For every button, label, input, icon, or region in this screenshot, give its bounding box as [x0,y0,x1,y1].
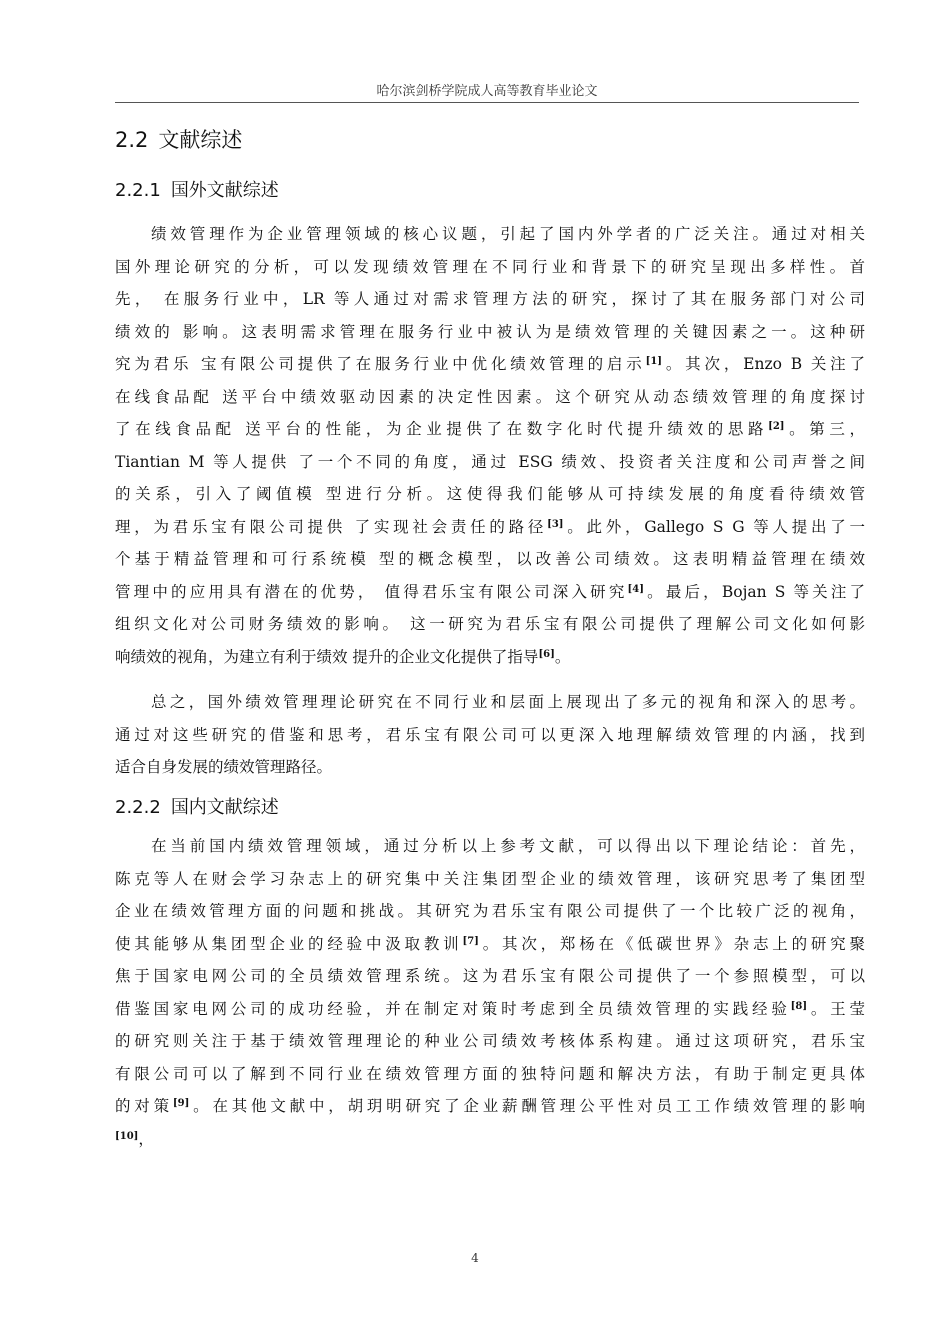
citation-marker: [4] [627,583,644,595]
text-run: 。此外，Gallego S G 等人提出了一 [563,517,865,536]
text-line: 组织文化对公司财务绩效的影响。 这一研究为君乐宝有限公司提供了理解公司文化如何影 [115,615,865,633]
subsection-heading-domestic [115,793,279,819]
text-run: 。其次，郑杨在《低碳世界》杂志上的研究聚 [478,934,865,953]
text-run: 响绩效的视角，为建立有利于绩效 提升的企业文化提供了指导 [115,647,539,666]
text-run: 借鉴国家电网公司的成功经验，并在制定对策时考虑到全员绩效管理的实践经验 [115,999,791,1018]
text-run: 。最后，Bojan S 等关注了 [643,582,865,601]
section-title: 文献综述 [158,128,243,152]
subsection-title: 国内文献综述 [170,797,279,818]
text-line [115,413,865,446]
text-line: 陈克等人在财会学习杂志上的研究集中关注集团型企业的绩效管理，该研究思考了集团型 [115,869,865,888]
running-header: 哈尔滨剑桥学院成人高等教育毕业论文 [376,84,598,99]
citation-marker: [10] [115,1130,139,1142]
citation-marker: [1] [645,356,663,367]
citation-marker: [3] [547,518,564,530]
text-run: 究为君乐 宝有限公司提供了在服务行业中优化绩效管理的启示 [115,355,646,373]
citation-marker: [9] [172,1098,190,1109]
section-heading [115,124,242,154]
citation-marker: [8] [790,1000,808,1012]
subsection-number: 2.2.1 [115,180,161,201]
paragraph-foreign-1 [115,218,865,673]
page-number: 4 [471,1251,479,1265]
text-line [115,511,865,544]
text-line: 总之，国外绩效管理理论研究在不同行业和层面上展现出了多元的视角和深入的思考。 [151,693,865,711]
text-line: 国外理论研究的分析，可以发现绩效管理在不同行业和背景下的研究呈现出多样性。首 [115,257,865,276]
text-line: 的关系，引入了阈值模 型进行分析。这使得我们能够从可持续发展的角度看待绩效管 [115,485,865,503]
text-line: 有限公司可以了解到不同行业在绩效管理方面的独特问题和解决方法，有助于制定更具体 [115,1064,865,1083]
text-line: 绩效的 影响。这表明需求管理在服务行业中被认为是绩效管理的关键因素之一。这种研 [115,322,865,341]
text-run: 。第三， [784,420,865,438]
text-line [115,1090,865,1123]
paragraph-foreign-2 [115,686,865,784]
text-line [115,641,865,674]
text-line: 在线食品配 送平台中绩效驱动因素的决定性因素。这个研究从动态绩效管理的角度探讨 [115,387,865,406]
text-line [115,576,865,609]
text-line [115,993,865,1026]
text-run: 使其能够从集团型企业的经验中汲取教训 [115,934,463,953]
text-line [115,1123,865,1156]
subsection-heading-foreign [115,176,279,202]
paragraph-domestic-1 [115,830,865,1155]
citation-marker: [2] [768,421,785,432]
section-number: 2.2 [115,128,149,152]
text-line: 企业在绩效管理方面的问题和挑战。其研究为君乐宝有限公司提供了一个比较广泛的视角， [115,902,865,920]
text-run: 。在其他文献中，胡玥明研究了企业薪酬管理公平性对员工工作绩效管理的影响 [189,1097,865,1115]
text-run: 。王莹 [807,999,865,1018]
text-line: 的研究则关注于基于绩效管理理论的种业公司绩效考核体系构建。通过这项研究，君乐宝 [115,1032,865,1050]
text-line: 在当前国内绩效管理领域，通过分析以上参考文献，可以得出以下理论结论：首先， [151,837,865,855]
text-run: ， [138,1129,154,1148]
text-run: 。 [554,647,571,666]
text-run: 管理中的应用具有潜在的优势， 值得君乐宝有限公司深入研究 [115,582,628,601]
subsection-title: 国外文献综述 [170,180,279,201]
text-run: 了在线食品配 送平台的性能，为企业提供了在数字化时代提升绩效的思路 [115,420,769,438]
text-line: 适合自身发展的绩效管理路径。 [115,758,333,776]
text-line: 通过对这些研究的借鉴和思考，君乐宝有限公司可以更深入地理解绩效管理的内涵，找到 [115,725,865,744]
text-line [115,348,865,381]
text-run: 的对策 [115,1097,173,1115]
text-line: Tiantian M 等人提供 了一个不同的角度，通过 ESG 绩效、投资者关注度和公司声誉之间 [115,452,865,471]
subsection-number: 2.2.2 [115,797,161,818]
text-run: 理，为君乐宝有限公司提供 了实现社会责任的路径 [115,517,548,536]
text-line: 焦于国家电网公司的全员绩效管理系统。这为君乐宝有限公司提供了一个参照模型，可以 [115,967,865,985]
text-line: 绩效管理作为企业管理领域的核心议题，引起了国内外学者的广泛关注。通过对相关 [151,225,865,243]
text-line: 个基于精益管理和可行系统模 型的概念模型，以改善公司绩效。这表明精益管理在绩效 [115,550,865,568]
text-line [115,928,865,961]
citation-marker: [6] [538,648,555,660]
header-divider [115,102,859,103]
text-run: 。其次，Enzo B 关注了 [662,355,865,373]
text-line: 先， 在服务行业中，LR 等人通过对需求管理方法的研究，探讨了其在服务部门对公司 [115,290,865,308]
citation-marker: [7] [462,935,479,947]
